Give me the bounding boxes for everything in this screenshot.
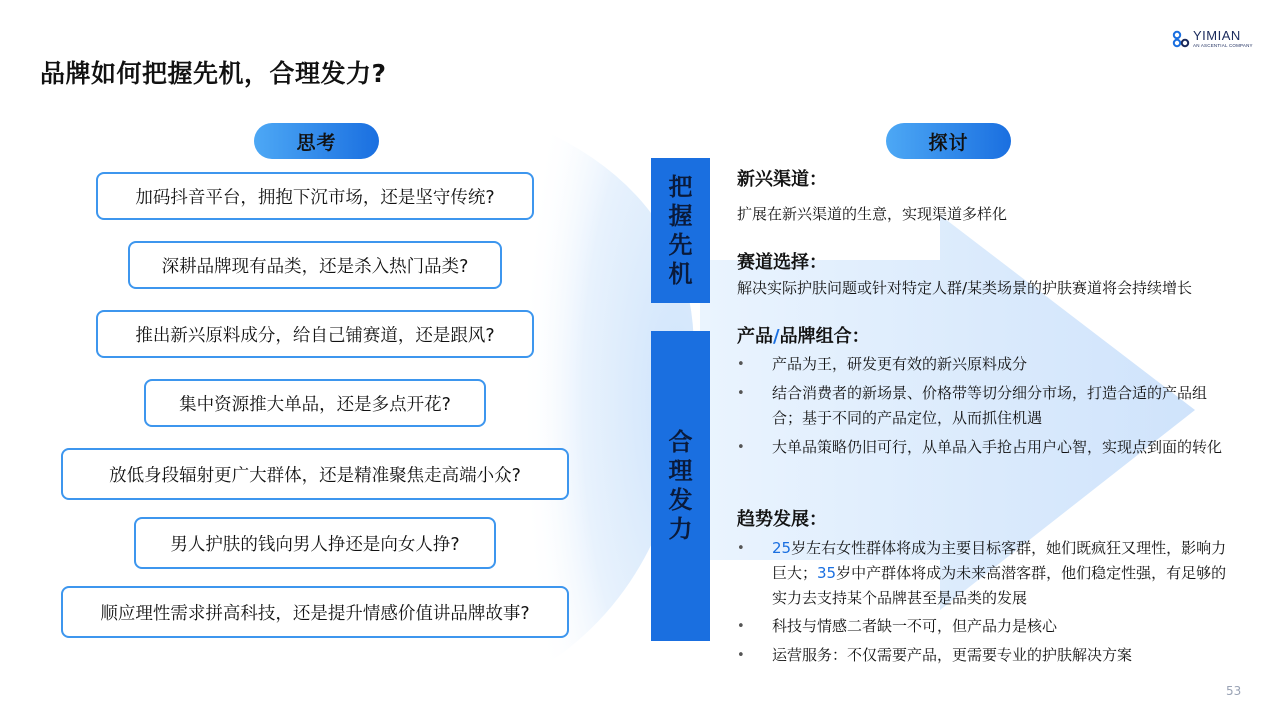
vertical-char: 发 [668, 486, 693, 514]
bullet-icon: • [737, 357, 745, 372]
vertical-char: 合 [668, 428, 693, 456]
question-box: 推出新兴原料成分，给自己铺赛道，还是跟风? [96, 310, 534, 358]
list-item: • 运营服务：不仅需要产品，更需要专业的护肤解决方案 [737, 643, 1227, 668]
vertical-char: 先 [668, 230, 693, 259]
section-text-new-channels: 扩展在新兴渠道的生意，实现渠道多样化 [737, 205, 1008, 223]
bullet-icon: • [737, 541, 745, 556]
section-heading-new-channels: 新兴渠道： [737, 169, 827, 190]
logo-text: YIMIAN [1193, 28, 1241, 43]
vertical-bar-reasonable-effort [651, 331, 710, 641]
list-item: • 结合消费者的新场景、价格带等切分细分市场，打造合适的产品组合；基于不同的产品定位，从而抓住机遇 [737, 381, 1227, 431]
logo-subtext: AN ASCENTIAL COMPANY [1193, 43, 1253, 48]
bullet-icon: • [737, 386, 745, 401]
vertical-char: 把 [668, 172, 693, 201]
vertical-bar-seize-opportunity [651, 158, 710, 303]
discuss-pill: 探讨 [886, 123, 1011, 159]
question-box: 顺应理性需求拼高科技，还是提升情感价值讲品牌故事? [61, 586, 569, 638]
list-item: • 产品为王，研发更有效的新兴原料成分 [737, 352, 1227, 377]
list-item: • 25岁左右女性群体将成为主要目标客群，她们既疯狂又理性，影响力巨大；35岁中产群体将成为未来高潜客群，他们稳定性强，有足够的实力去支持某个品牌甚至是品类的发展 [737, 536, 1227, 611]
question-box: 加码抖音平台，拥抱下沉市场，还是坚守传统? [96, 172, 534, 220]
page-title: 品牌如何把握先机，合理发力? [40, 59, 387, 88]
vertical-char: 力 [668, 515, 693, 543]
vertical-char: 理 [668, 457, 693, 485]
bullet-icon: • [737, 440, 745, 455]
bullet-icon: • [737, 619, 745, 634]
section-text-track-selection: 解决实际护肤问题或针对特定人群/某类场景的护肤赛道将会持续增长 [737, 279, 1193, 297]
section-heading-track-selection: 赛道选择： [737, 252, 827, 273]
question-box: 放低身段辐射更广大群体，还是精准聚焦走高端小众? [61, 448, 569, 500]
bullet-icon: • [737, 648, 745, 663]
question-box: 男人护肤的钱向男人挣还是向女人挣? [134, 517, 496, 569]
list-item: • 大单品策略仍旧可行，从单品入手抢占用户心智，实现点到面的转化 [737, 435, 1227, 460]
list-item: • 科技与情感二者缺一不可，但产品力是核心 [737, 614, 1227, 639]
question-box: 深耕品牌现有品类，还是杀入热门品类? [128, 241, 502, 289]
vertical-char: 机 [668, 259, 693, 288]
logo-mark-icon [1172, 30, 1190, 48]
page-number: 53 [1226, 684, 1242, 698]
vertical-char: 握 [668, 201, 693, 230]
section-heading-trends: 趋势发展： [737, 509, 827, 530]
yimian-logo [1172, 28, 1253, 50]
think-pill: 思考 [254, 123, 379, 159]
section-heading-product-brand: 产品/品牌组合： [737, 326, 870, 347]
question-box: 集中资源推大单品，还是多点开花? [144, 379, 486, 427]
